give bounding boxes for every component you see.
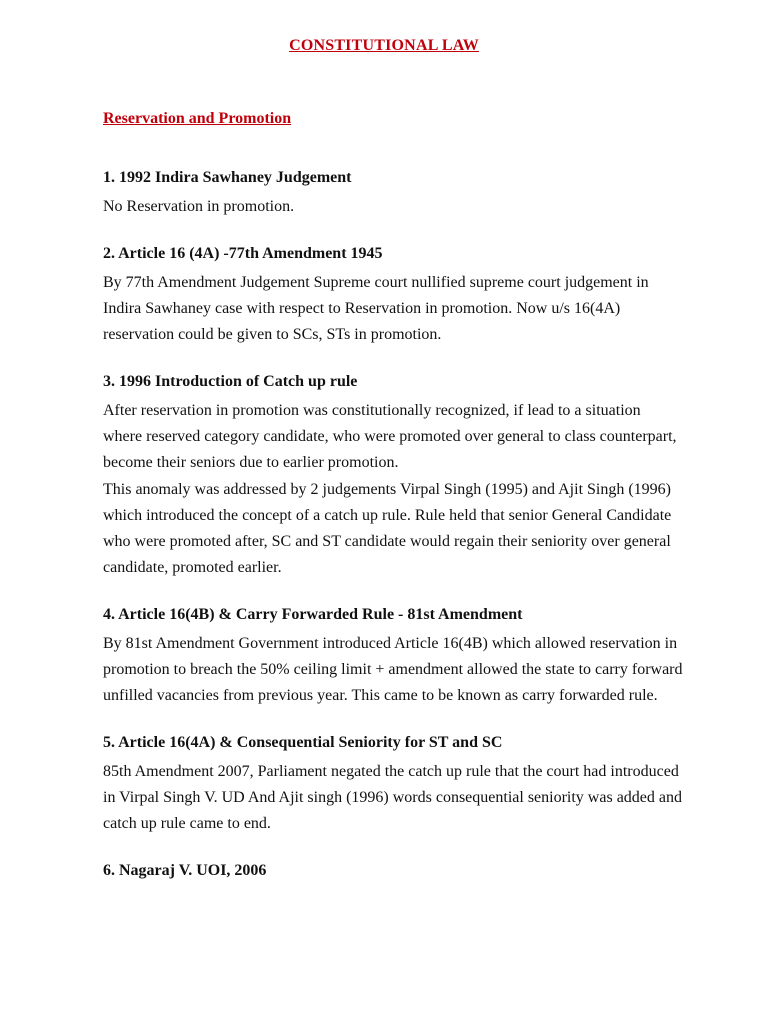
list-item xyxy=(103,370,683,581)
item-paragraph: By 77th Amendment Judgement Supreme court nullified supreme court judgement in Indira Sawhaney case with respect to Reservation in promotion. Now u/s 16(4A) reservation could be given to SCs, STs in promotion. xyxy=(103,274,649,343)
list-item xyxy=(103,166,683,220)
item-paragraph: No Reservation in promotion. xyxy=(103,198,295,215)
item-paragraph: This anomaly was addressed by 2 judgements Virpal Singh (1995) and Ajit Singh (1996) which introduced the concept of a catch up rule. Rule held that senior General Candidate who were promoted after, SC and ST candidate would regain their seniority over general candidate, promoted earlier. xyxy=(103,481,672,576)
list-item xyxy=(103,859,683,883)
document-body xyxy=(103,166,683,905)
item-heading: 1. 1992 Indira Sawhaney Judgement xyxy=(103,169,352,186)
item-heading: 5. Article 16(4A) & Consequential Seniority for ST and SC xyxy=(103,734,503,751)
item-paragraph: By 81st Amendment Government introduced Article 16(4B) which allowed reservation in promotion to breach the 50% ceiling limit + amendment allowed the state to carry forward unfilled vacancies from previous year. This came to be known as carry forwarded rule. xyxy=(103,635,683,704)
section-title: Reservation and Promotion xyxy=(103,110,292,127)
item-heading: 2. Article 16 (4A) -77th Amendment 1945 xyxy=(103,245,383,262)
document-title: CONSTITUTIONAL LAW xyxy=(289,37,479,54)
item-heading: 3. 1996 Introduction of Catch up rule xyxy=(103,373,358,390)
list-item xyxy=(103,242,683,348)
item-paragraph: 85th Amendment 2007, Parliament negated the catch up rule that the court had introduced in Virpal Singh V. UD And Ajit singh (1996) words consequential seniority was added and catch up rule came to end. xyxy=(103,763,682,832)
list-item xyxy=(103,603,683,709)
item-paragraph: After reservation in promotion was constitutionally recognized, if lead to a situation where reserved category candidate, who were promoted over general to class counterpart, become their seniors due to earlier promotion. xyxy=(103,402,677,471)
item-heading: 6. Nagaraj V. UOI, 2006 xyxy=(103,862,267,879)
list-item xyxy=(103,731,683,837)
item-heading: 4. Article 16(4B) & Carry Forwarded Rule - 81st Amendment xyxy=(103,606,523,623)
